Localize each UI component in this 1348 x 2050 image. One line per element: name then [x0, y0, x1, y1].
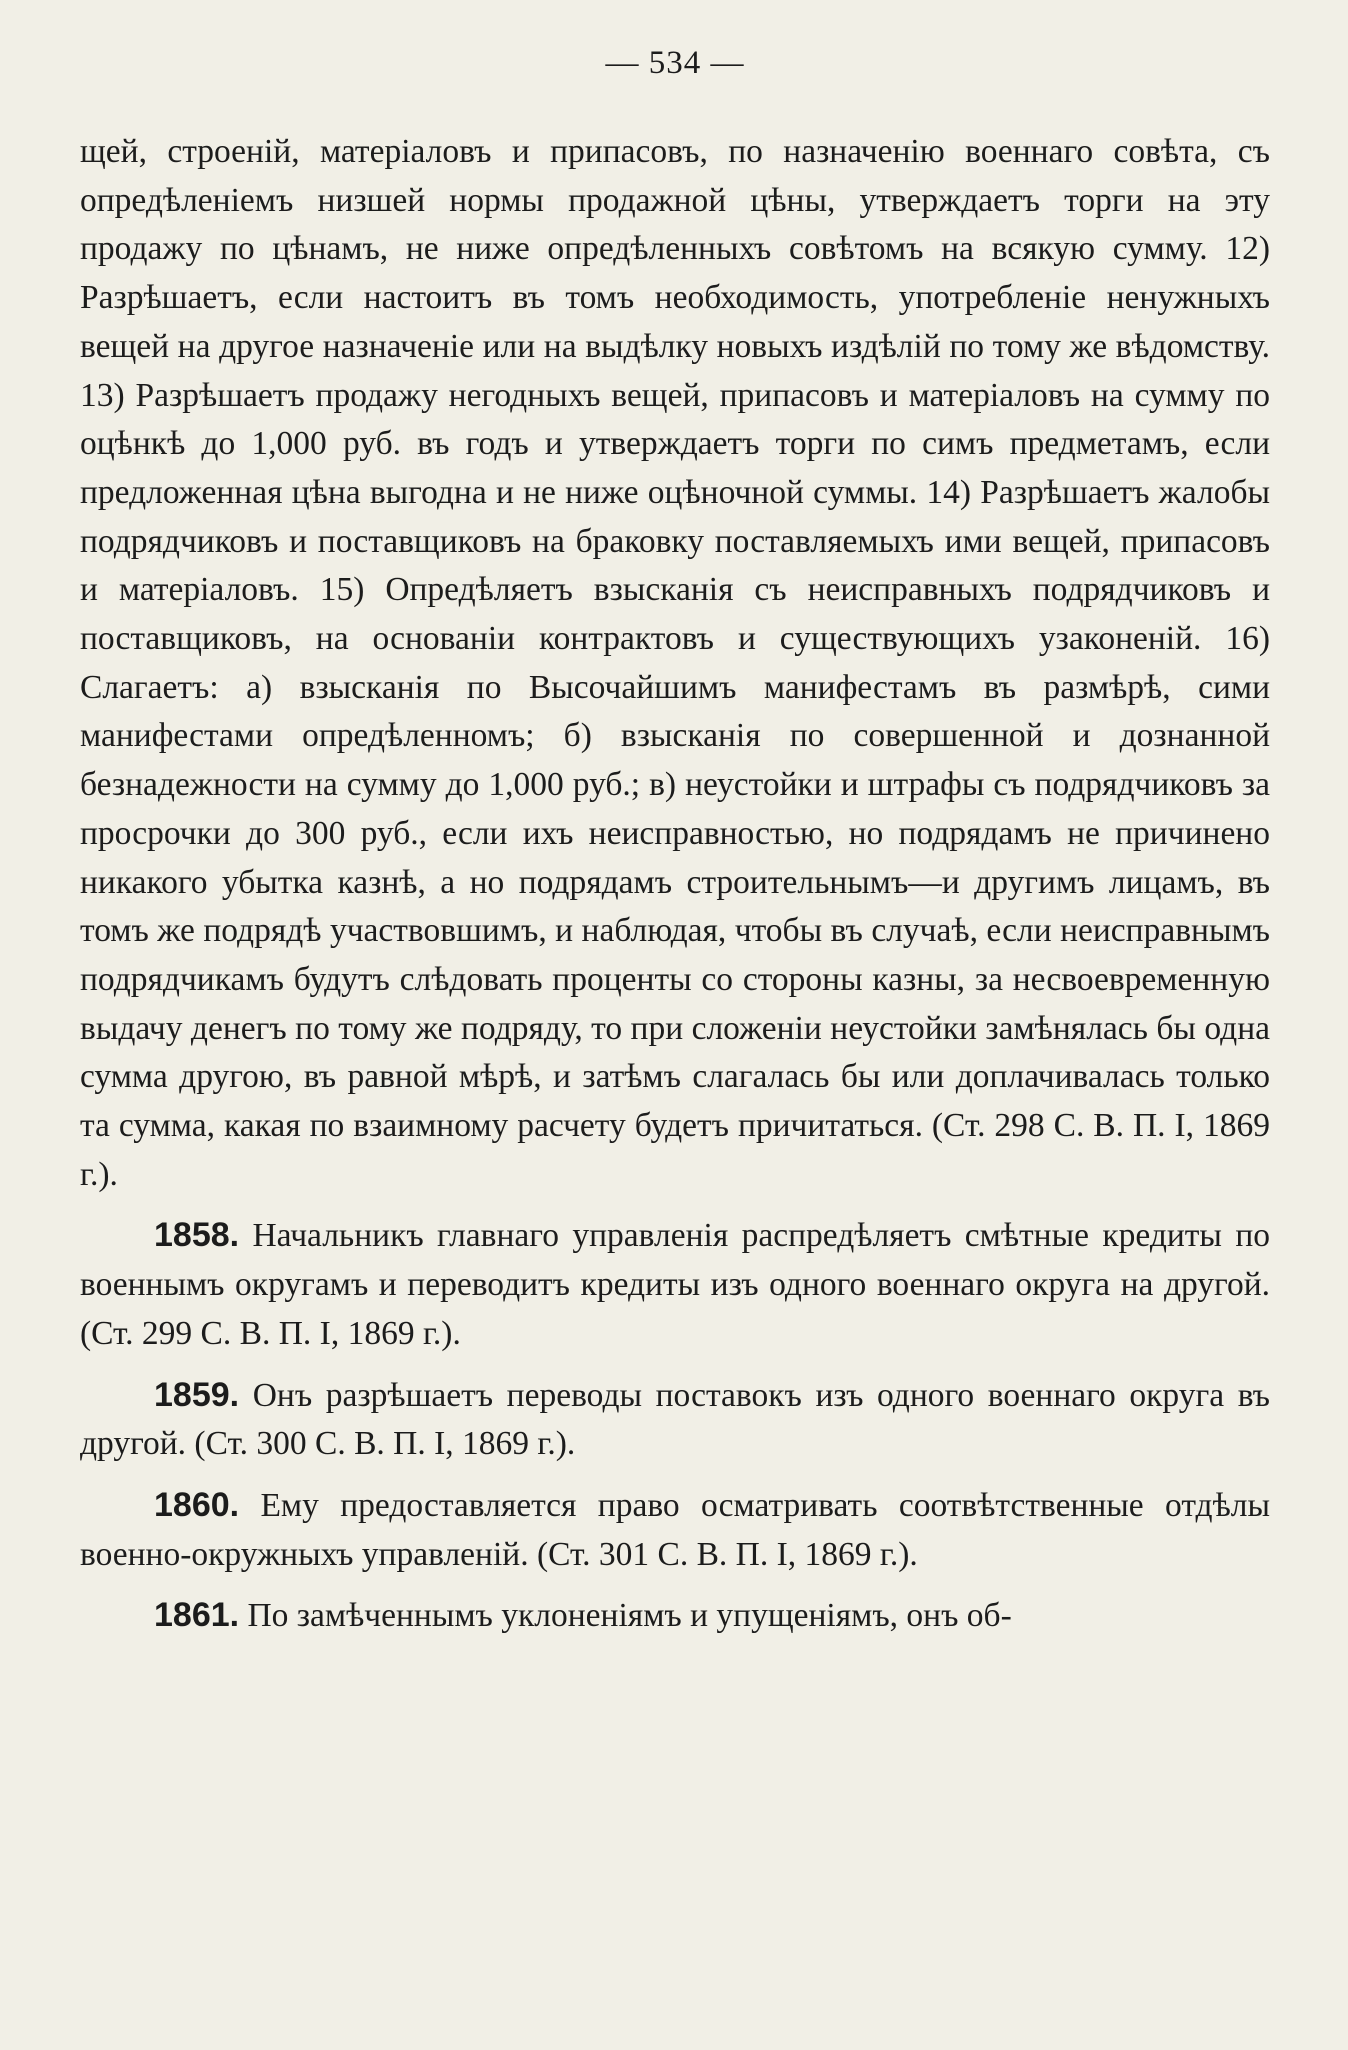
article-text: По замѣченнымъ уклоненіямъ и упущеніямъ, онъ об-: [247, 1597, 1012, 1635]
article-1861: [80, 1591, 1270, 1641]
page-number: — 534 —: [605, 45, 745, 81]
article-number: 1861.: [154, 1596, 240, 1635]
article-1858: [80, 1211, 1270, 1358]
article-text: Начальникъ главнаго управленія распредѣляетъ смѣтные кредиты по военнымъ округамъ и переводитъ кредиты изъ одного военнаго округа на другой. (Ст. 299 С. В. П. I, 1869 г.).: [80, 1217, 1271, 1352]
article-text: Ему предоставляется право осматривать соотвѣтственные отдѣлы военно-окружныхъ управленій. (Ст. 301 С. В. П. I, 1869 г.).: [80, 1486, 1270, 1573]
article-number: 1860.: [154, 1485, 240, 1524]
paragraph-continuation: [80, 128, 1270, 1199]
paragraph-text: щей, строеній, матеріаловъ и припасовъ, по назначенію военнаго совѣта, съ опредѣленіемъ низшей нормы продажной цѣны, утверждаетъ торги на эту продажу по цѣнамъ, не ниже опредѣленныхъ совѣтомъ на всякую сумму. 12) Разрѣшаетъ, если настоитъ въ томъ необходимость, употребленіе ненужныхъ вещей на другое назначеніе или на выдѣлку новыхъ издѣлій по тому же вѣдомству. 13) Разрѣшаетъ продажу негодныхъ вещей, припасовъ и матеріаловъ на сумму по оцѣнкѣ до 1,000 руб. въ годъ и утверждаетъ торги по симъ предметамъ, если предложенная цѣна выгодна и не ниже оцѣночной суммы. 14) Разрѣшаетъ жалобы подрядчиковъ и поставщиковъ на браковку поставляемыхъ ими вещей, припасовъ и матеріаловъ. 15) Опредѣляетъ взысканія съ неисправныхъ подрядчиковъ и поставщиковъ, на основаніи контрактовъ и существующихъ узаконеній. 16) Слагаетъ: а) взысканія по Высочайшимъ манифестамъ въ размѣрѣ, сими манифестами опредѣленномъ; б) взысканія по совершенной и дознанной безнадежности на сумму до 1,000 руб.; в) неустойки и штрафы съ подрядчиковъ за просрочки до 300 руб., если ихъ неисправностью, но подрядамъ не причинено никакого убытка казнѣ, а но подрядамъ строительнымъ—и другимъ лицамъ, въ томъ же подрядѣ участвовшимъ, и наблюдая, чтобы въ случаѣ, если неисправнымъ подрядчикамъ будутъ слѣдовать проценты со стороны казны, за несвоевременную выдачу денегъ по тому же подряду, то при сложеніи неустойки замѣнялась бы одна сумма другою, въ равной мѣрѣ, и затѣмъ слагалась бы или доплачивалась только та сумма, какая по взаимному расчету будетъ причитаться. (Ст. 298 С. В. П. I, 1869 г.).: [80, 133, 1270, 1193]
article-text: Онъ разрѣшаетъ переводы поставокъ изъ одного военнаго округа въ другой. (Ст. 300 С. В. П. I, 1869 г.).: [80, 1376, 1270, 1463]
article-number: 1859.: [154, 1375, 240, 1414]
article-1859: [80, 1371, 1270, 1469]
article-1860: [80, 1481, 1270, 1579]
body-text: [80, 128, 1270, 1641]
article-number: 1858.: [154, 1216, 240, 1255]
